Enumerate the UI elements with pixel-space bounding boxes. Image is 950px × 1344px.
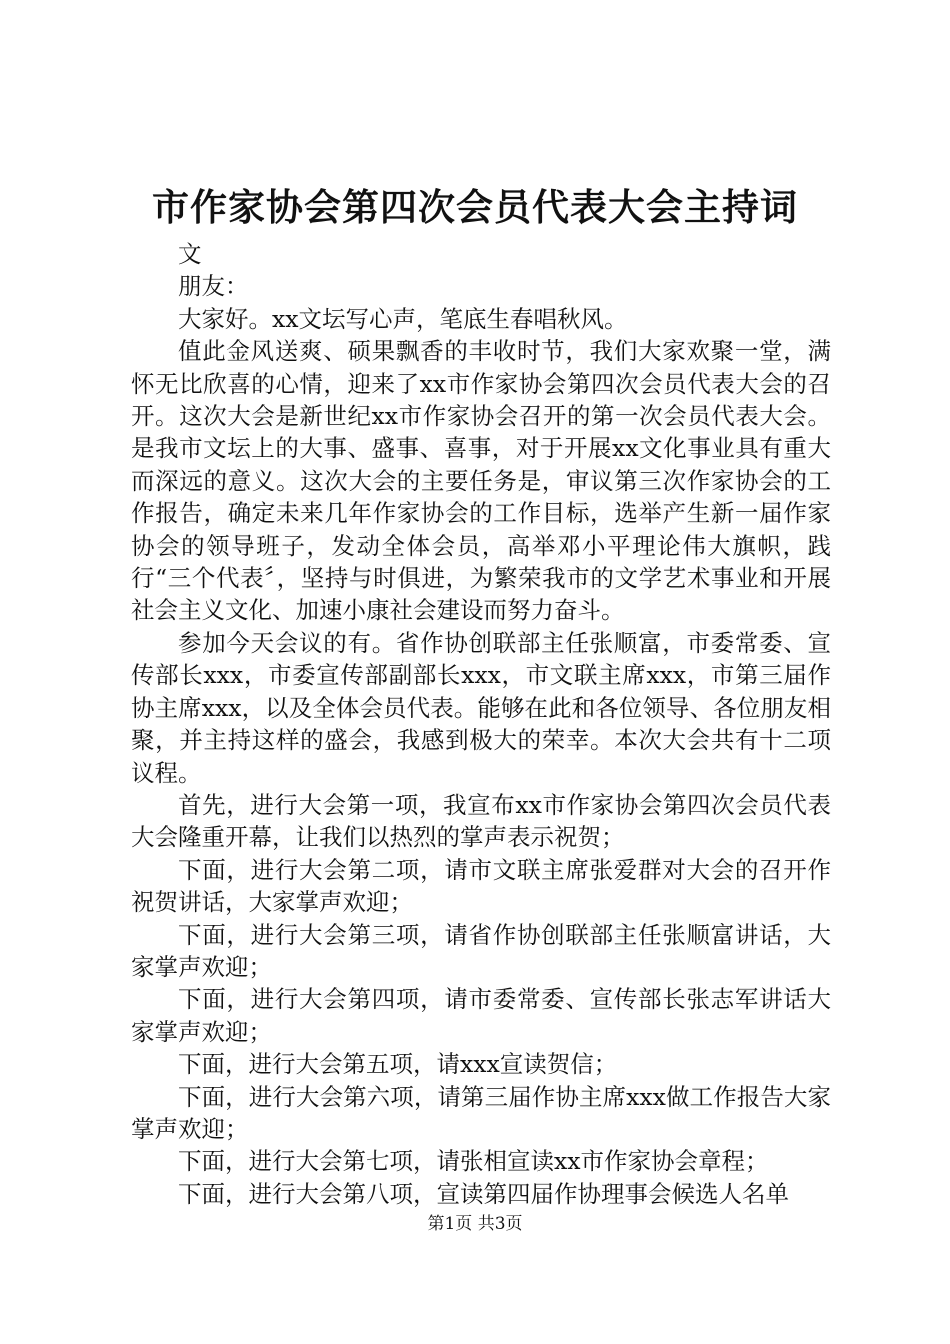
paragraph: 大家好。xx文坛写心声，笔底生春唱秋风。: [178, 304, 628, 333]
paragraph: 值此金风送爽、硕果飘香的丰收时节，我们大家欢聚一堂，满怀无比欣喜的心情，迎来了xx市作家协会第四次会员代表大会的召开。这次大会是新世纪xx市作家协会召开的第一次会员代表大会。是我市文坛上的大事、盛事、喜事，对于开展xx文化事业具有重大而深远的意义。这次大会的主要任务是，审议第三次作家协会的工作报告，确定未来几年作家协会的工作目标，选举产生新一届作家协会的领导班子，发动全体会员，高举邓小平理论伟大旗帜，践行“三个代表〞，坚持与时俱进，为繁荣我市的文学艺术事业和开展社会主义文化、加速小康社会建设而努力奋斗。: [131, 337, 831, 625]
paragraph: 下面，进行大会第二项，请市文联主席张爱群对大会的召开作祝贺讲话，大家掌声欢迎；: [131, 855, 831, 917]
author-line: 文: [178, 240, 202, 268]
salutation: 朋友：: [178, 272, 249, 301]
page-title: 市作家协会第四次会员代表大会主持词: [152, 185, 798, 229]
paragraph: 下面，进行大会第八项，宣读第四届作协理事会候选人名单: [178, 1179, 789, 1208]
paragraph: 首先，进行大会第一项，我宣布xx市作家协会第四次会员代表大会隆重开幕，让我们以热烈的掌声表示祝贺；: [131, 790, 831, 852]
paragraph: 下面，进行大会第七项，请张相宣读xx市作家协会章程；: [178, 1147, 769, 1176]
paragraph: 参加今天会议的有。省作协创联部主任张顺富，市委常委、宣传部长xxx，市委宣传部副部长xxx，市文联主席xxx，市第三届作协主席xxx，以及全体会员代表。能够在此和各位领导、各位朋友相聚，并主持这样的盛会，我感到极大的荣幸。本次大会共有十二项议程。: [131, 628, 831, 787]
page-number-footer: 第1页 共3页: [427, 1214, 523, 1234]
paragraph: 下面，进行大会第六项，请第三届作协主席xxx做工作报告大家掌声欢迎；: [131, 1082, 831, 1143]
document-body: [131, 238, 831, 1210]
paragraph: 下面，进行大会第三项，请省作协创联部主任张顺富讲话，大家掌声欢迎；: [131, 920, 831, 981]
paragraph: 下面，进行大会第四项，请市委常委、宣传部长张志军讲话大家掌声欢迎；: [131, 985, 831, 1046]
paragraph: 下面，进行大会第五项，请xxx宣读贺信；: [178, 1050, 618, 1079]
